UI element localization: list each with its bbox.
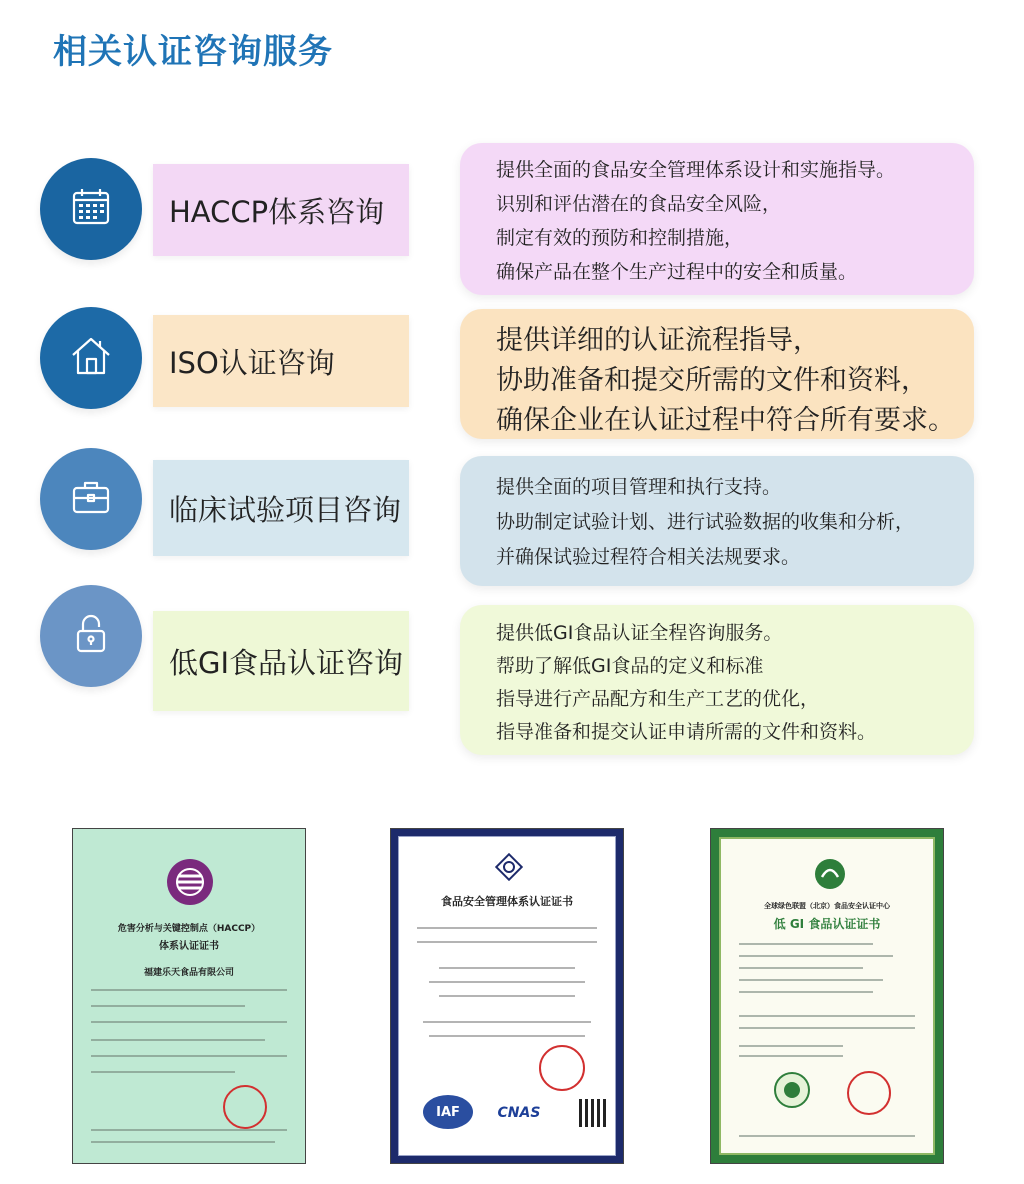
service-row-clinical [0, 448, 1024, 588]
certificate-body [73, 829, 305, 1163]
service-label: 临床试验项目咨询 [169, 492, 402, 527]
certificate-text-line [429, 1035, 585, 1037]
cnas-badge-text: CNAS [497, 1105, 541, 1121]
description-line: 提供全面的食品安全管理体系设计和实施指导。 [496, 159, 896, 181]
cnas-badge [491, 1099, 547, 1127]
certificate-text-line [739, 1055, 843, 1057]
certificate-text-line [91, 1071, 235, 1073]
certificate-body [398, 836, 616, 1156]
description-line: 提供低GI食品认证全程咨询服务。 [496, 622, 783, 644]
description-line: 协助制定试验计划、进行试验数据的收集和分析， [496, 511, 915, 533]
qr-code [579, 1099, 607, 1127]
service-icon-circle [40, 307, 142, 409]
certificate-seal [847, 1071, 891, 1115]
certificate-text-line [739, 967, 863, 969]
service-icon-circle [40, 158, 142, 260]
description-line: 提供详细的认证流程指导， [496, 325, 820, 356]
certificate-text-line [429, 981, 585, 983]
service-row-iso [0, 305, 1024, 445]
service-label: HACCP体系咨询 [169, 194, 385, 229]
description-line: 帮助了解低GI食品的定义和标准 [496, 655, 764, 677]
page-title: 相关认证咨询服务 [53, 32, 333, 72]
certificate-company: 福建乐天食品有限公司 [143, 968, 234, 978]
service-description [460, 605, 974, 755]
service-label-box [153, 611, 409, 711]
iaf-badge-text: IAF [436, 1104, 460, 1120]
house-icon [67, 332, 115, 384]
calendar-icon [67, 183, 115, 235]
low-gi-certificate-image [710, 828, 944, 1164]
description-line: 指导进行产品配方和生产工艺的优化， [496, 688, 820, 710]
certificate-text-line [739, 943, 873, 945]
description-line: 协助准备和提交所需的文件和资料， [496, 365, 928, 396]
certificate-text-line [91, 1021, 287, 1023]
service-row-haccp [0, 150, 1024, 310]
description-line: 确保企业在认证过程中符合所有要求。 [496, 405, 955, 436]
certificate-text-line [439, 995, 575, 997]
certification-logo-icon [165, 857, 215, 911]
food-safety-certificate-image [390, 828, 624, 1164]
certificate-text-line [417, 927, 597, 929]
certificate-text-line [91, 1129, 287, 1131]
service-icon-circle [40, 585, 142, 687]
certificate-text-line [739, 1135, 915, 1137]
certificate-title: 危害分析与关键控制点（HACCP） [117, 924, 261, 934]
service-label: 低GI食品认证咨询 [169, 645, 404, 680]
green-alliance-logo-icon [813, 857, 847, 895]
certificate-issuer: 全球绿色联盟（北京）食品安全认证中心 [764, 902, 890, 910]
haccp-certificate-image [72, 828, 306, 1164]
certificate-text-line [91, 1005, 245, 1007]
description-line: 识别和评估潜在的食品安全风险， [496, 193, 782, 215]
service-label: ISO认证咨询 [169, 345, 335, 380]
description-line: 指导准备和提交认证申请所需的文件和资料。 [496, 721, 877, 743]
certificate-subtitle: 体系认证证书 [159, 941, 219, 952]
certificate-text-line [739, 1045, 843, 1047]
iaf-badge [423, 1095, 473, 1129]
service-row-lowgi [0, 585, 1024, 755]
certificate-text-line [739, 991, 873, 993]
certificate-text-line [739, 1015, 915, 1017]
low-gi-logo-icon [773, 1071, 811, 1113]
service-description [460, 143, 974, 295]
service-label-box [153, 164, 409, 256]
certification-logo-icon [495, 853, 523, 885]
certificate-text-line [739, 955, 893, 957]
description-line: 并确保试验过程符合相关法规要求。 [496, 546, 801, 568]
certificate-text-line [91, 1141, 275, 1143]
lock-icon [67, 610, 115, 662]
certificate-text-line [91, 1039, 265, 1041]
service-description [460, 309, 974, 439]
description-line: 提供全面的项目管理和执行支持。 [496, 476, 782, 498]
certificate-title: 低 GI 食品认证证书 [773, 917, 881, 931]
certificate-text-line [739, 979, 883, 981]
briefcase-icon [67, 473, 115, 525]
certificate-text-line [91, 989, 287, 991]
certificate-text-line [739, 1027, 915, 1029]
certificate-text-line [417, 941, 597, 943]
description-line: 制定有效的预防和控制措施， [496, 227, 744, 249]
certificate-title: 食品安全管理体系认证证书 [441, 895, 573, 908]
service-label-box [153, 315, 409, 407]
service-description [460, 456, 974, 586]
service-icon-circle [40, 448, 142, 550]
certificate-seal [539, 1045, 585, 1091]
certificate-text-line [423, 1021, 591, 1023]
certificate-body [719, 837, 935, 1155]
description-line: 确保产品在整个生产过程中的安全和质量。 [496, 261, 858, 283]
service-label-box [153, 460, 409, 556]
certificate-text-line [439, 967, 575, 969]
certificate-seal [223, 1085, 267, 1129]
certificate-text-line [91, 1055, 287, 1057]
